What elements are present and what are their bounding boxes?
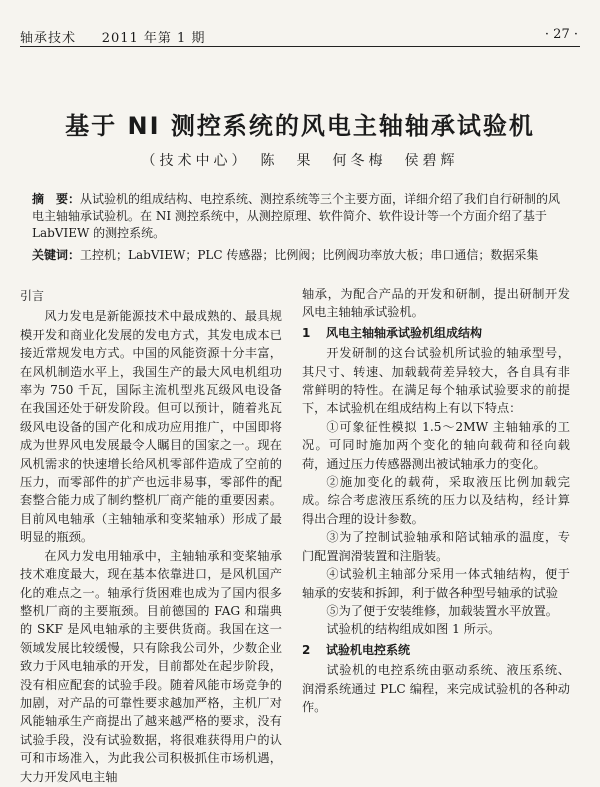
header-rule xyxy=(20,46,580,47)
right-column xyxy=(302,285,570,716)
feature-item-2: ②施加变化的载荷，采取液压比例加载完成。综合考虑液压系统的压力以及结构，经计算得出合理的设计参数。 xyxy=(302,475,570,526)
feature-item-5: ⑤为了便于安装维修，加载装置水平放置。 xyxy=(326,603,558,618)
figure-reference: 试验机的结构组成如图 1 所示。 xyxy=(326,622,501,637)
section-2-paragraph: 试验机的电控系统由驱动系统、液压系统、润滑系统通过 PLC 编程，来完成试验机的各种动作。 xyxy=(302,663,570,714)
feature-item-4: ④试验机主轴部分采用一体式轴结构，便于轴承的安装和拆卸，利于做各种型号轴承的试验 xyxy=(302,567,570,600)
section-2-heading xyxy=(302,641,570,659)
section-1-title: 风电主轴轴承试验机组成结构 xyxy=(326,325,483,340)
paper-title: 基于 NI 测控系统的风电主轴轴承试验机 xyxy=(65,112,535,140)
keywords-label: 关键词： xyxy=(32,248,81,262)
intro-heading: 引言 xyxy=(20,289,45,303)
section-2-number: 2 xyxy=(302,642,311,657)
abstract-label: 摘 要： xyxy=(32,192,81,206)
section-1-paragraph: 开发研制的这台试验机所试验的轴承型号，其尺寸、转速、加载载荷差异较大，各自具有非常鲜明的特性。在满足每个轴承试验要求的前提下，本试验机在组成结构上有以下特点： xyxy=(302,346,570,416)
feature-item-3: ③为了控制试验轴承和陪试轴承的温度，专门配置润滑装置和注脂装。 xyxy=(302,530,570,563)
paper-authors: （技术中心） 陈 果 何冬梅 侯碧辉 xyxy=(141,153,459,169)
running-header-left xyxy=(20,27,205,46)
keywords-text: 工控机；LabVIEW；PLC 传感器；比例阀；比例阀功率放大板；串口通信；数据采集 xyxy=(80,248,539,262)
abstract-text: 从试验机的组成结构、电控系统、测控系统等三个主要方面，详细介绍了我们自行研制的风电主轴轴承试验机。在 NI 测控系统中，从测控原理、软件简介、软件设计等一个方面介绍了基于 LabVIEW 的测控系统。 xyxy=(32,192,561,240)
abstract xyxy=(32,191,570,242)
page-number: · 27 · xyxy=(544,27,578,42)
section-2-title: 试验机电控系统 xyxy=(326,642,411,657)
intro-paragraph-2: 在风力发电用轴承中，主轴轴承和变桨轴承技术难度最大，现在基本依靠进口，是风机国产化的难点之一。轴承行货困难也成为了国内很多整机厂商的主要瓶颈。目前德国的 FAG 和瑞典的 SKF 是风电轴承的主要供货商。我国在这一领域发展比较缓慢，只有除我公司外，少数企业致力于风电轴承的开发，目前都处在起步阶段，没有相应配套的试验手段。随着风能市场竞争的加剧，对产品的可靠性要求越加严格，主机厂对风能轴承生产商提出了越来越严格的要求，没有试验手段，没有试验数据，将很难获得用户的认可和市场准入，为此我公司积极抓住市场机遇，大力开发风电主轴 xyxy=(20,548,282,784)
intro-paragraph-1: 风力发电是新能源技术中最成熟的、最具规模开发和商业化发展的发电方式，其发电成本已接近常规发电方式。中国的风能资源十分丰富，在风机制造水平上，我国生产的最大风电机组功率为 750 千瓦，国际主流机型兆瓦级风电设备在我国还处于研发阶段。但可以预计，随着兆瓦级风电设备的国产化和成功应用推广，中国即将成为世界风电发展最令人瞩目的国家之一。现在风机需求的快速增长给风机零部件造成了空前的压力，而零部件的扩产也远非易事，零部件的配套整合能力成了制约整机厂商产能的重要因素。目前风电轴承（主轴轴承和变桨轴承）形成了最明显的瓶颈。 xyxy=(20,309,282,545)
keywords xyxy=(32,247,570,264)
issue-number: 2011 年第 1 期 xyxy=(101,31,206,46)
journal-name: 轴承技术 xyxy=(20,31,77,46)
feature-item-1: ①可象征性模拟 1.5～2MW 主轴轴承的工况。可同时施加两个变化的轴向载荷和径向载荷，通过压力传感器测出被试轴承力的变化。 xyxy=(302,419,570,471)
section-1-heading xyxy=(302,324,570,342)
left-column xyxy=(20,285,282,786)
section-1-number: 1 xyxy=(302,325,311,340)
intro-continuation: 轴承，为配合产品的开发和研制，提出研制开发风电主轴轴承试验机。 xyxy=(302,287,570,320)
